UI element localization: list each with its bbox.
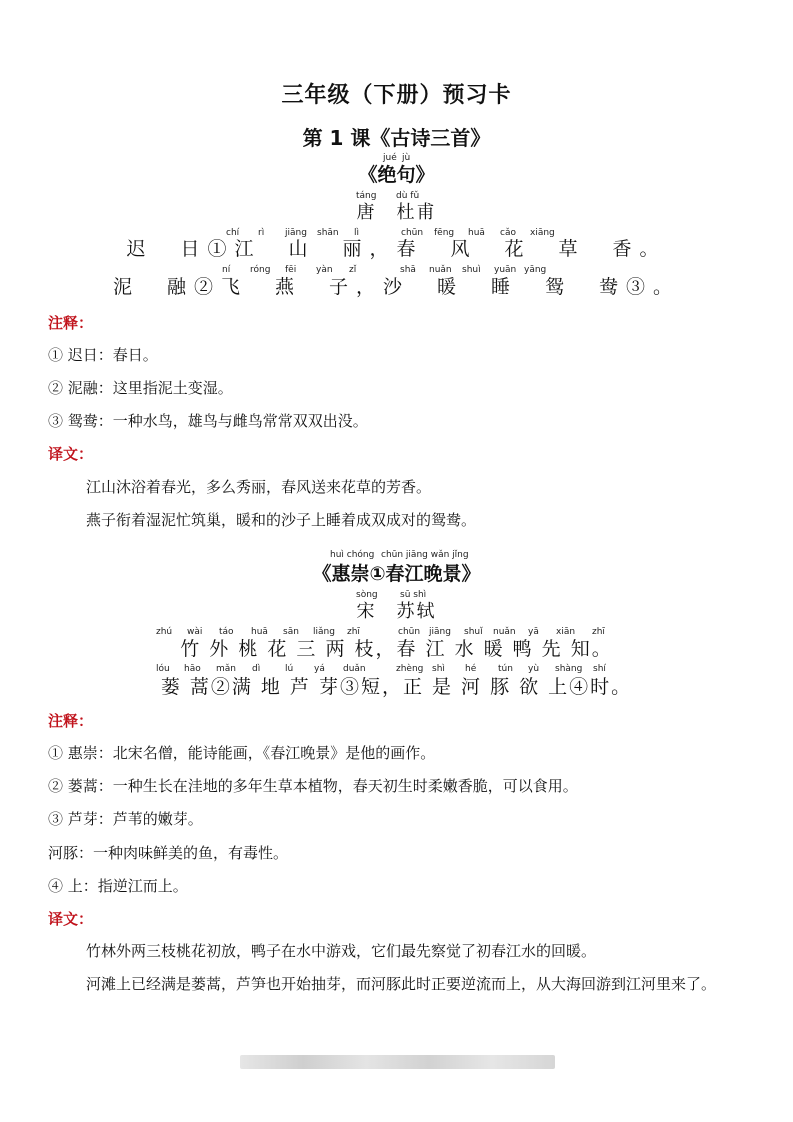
poem2-author: 宋 苏轼 — [356, 601, 437, 622]
p2line1-pinyin: wài — [187, 627, 203, 637]
p2line1-pinyin: shuǐ — [464, 627, 483, 637]
poem1-line2: 泥 融②飞 燕 子，沙 暖 睡 鸳 鸯③。 — [112, 276, 680, 298]
p2line1-pinyin: zhú — [156, 627, 173, 637]
p2line1-pinyin: sān — [283, 627, 299, 637]
line2-pinyin: róng — [250, 265, 271, 275]
line1-pinyin: chí — [226, 228, 240, 238]
p2line2-pinyin: lú — [285, 664, 294, 674]
title-pinyin: chūn jiāng wǎn jǐng — [381, 550, 469, 560]
lesson-title: 第 1 课《古诗三首》 — [302, 126, 491, 150]
poem1-author: 唐 杜甫 — [356, 202, 437, 223]
p2line2-pinyin: zhèng — [396, 664, 424, 674]
p2line1-pinyin: nuǎn — [493, 627, 516, 637]
poem2-note: ② 蒌蒿：一种生长在洼地的多年生草本植物，春天初生时柔嫩香脆，可以食用。 — [48, 777, 578, 795]
line2-pinyin: nuǎn — [429, 265, 452, 275]
p2line2-pinyin: tún — [498, 664, 513, 674]
line2-pinyin: shuì — [462, 265, 481, 275]
line1-pinyin: shān — [317, 228, 339, 238]
poem2-notes-label: 注释： — [48, 712, 94, 730]
line2-pinyin: yàn — [316, 265, 333, 275]
poem1-translation: 江山沐浴着春光，多么秀丽，春风送来花草的芳香。 — [86, 478, 432, 496]
line1-pinyin: xiāng — [530, 228, 555, 238]
line2-pinyin: yāng — [524, 265, 547, 275]
poem2-note: ③ 芦芽：芦苇的嫩芽。 — [48, 810, 203, 828]
poem1-line1: 迟 日①江 山 丽，春 风 花 草 香。 — [126, 238, 667, 260]
author-pinyin: sū shì — [400, 590, 427, 600]
p2line1-pinyin: zhī — [347, 627, 360, 637]
p2line1-pinyin: táo — [219, 627, 234, 637]
p2line2-pinyin: hāo — [184, 664, 201, 674]
poem1-translation-label: 译文： — [48, 445, 94, 463]
line2-pinyin: yuān — [494, 265, 517, 275]
line1-pinyin: jiāng — [285, 228, 307, 238]
title-pinyin: jù — [402, 153, 411, 163]
poem2-translation: 河滩上已经满是蒌蒿，芦笋也开始抽芽，而河豚此时正要逆流而上，从大海回游到江河里来了。 — [86, 975, 717, 993]
p2line2-pinyin: yù — [528, 664, 540, 674]
p2line1-pinyin: xiān — [556, 627, 576, 637]
author-pinyin: táng — [356, 191, 377, 201]
title-pinyin: jué — [383, 153, 397, 163]
poem2-line1: 竹 外 桃 花 三 两 枝，春 江 水 暖 鸭 先 知。 — [180, 638, 613, 660]
poem2-translation: 竹林外两三枝桃花初放，鸭子在水中游戏，它们最先察觉了初春江水的回暖。 — [86, 942, 597, 960]
line2-pinyin: zǐ — [349, 265, 357, 275]
p2line2-pinyin: shì — [432, 664, 445, 674]
p2line2-pinyin: shí — [593, 664, 606, 674]
line1-pinyin: rì — [258, 228, 265, 238]
p2line1-pinyin: huā — [251, 627, 268, 637]
poem1-title: 《绝句》 — [358, 164, 435, 186]
watermark-blur — [240, 1055, 555, 1069]
line1-pinyin: cǎo — [500, 228, 516, 238]
poem1-notes-label: 注释： — [48, 314, 94, 332]
p2line2-pinyin: duǎn — [343, 664, 366, 674]
poem2-line2: 蒌 蒿②满 地 芦 芽③短，正 是 河 豚 欲 上④时。 — [160, 676, 633, 698]
p2line1-pinyin: yā — [528, 627, 539, 637]
p2line2-pinyin: yá — [314, 664, 325, 674]
poem1-note: ③ 鸳鸯：一种水鸟，雄鸟与雌鸟常常双双出没。 — [48, 412, 368, 430]
line1-pinyin: lì — [354, 228, 360, 238]
line2-pinyin: ní — [222, 265, 231, 275]
title-pinyin: huì chóng — [330, 550, 375, 560]
line1-pinyin: huā — [468, 228, 485, 238]
poem2-note: ④ 上：指逆江而上。 — [48, 877, 188, 895]
line2-pinyin: shā — [400, 265, 416, 275]
p2line1-pinyin: liǎng — [313, 627, 335, 637]
poem2-note: ① 惠崇：北宋名僧，能诗能画，《春江晚景》是他的画作。 — [48, 744, 436, 762]
p2line1-pinyin: zhī — [592, 627, 605, 637]
p2line1-pinyin: chūn — [398, 627, 421, 637]
p2line2-pinyin: mǎn — [216, 664, 236, 674]
author-pinyin: dù fǔ — [396, 191, 420, 201]
p2line2-pinyin: dì — [252, 664, 261, 674]
p2line1-pinyin: jiāng — [429, 627, 451, 637]
p2line2-pinyin: lóu — [156, 664, 170, 674]
poem2-translation-label: 译文： — [48, 910, 94, 928]
poem1-translation: 燕子衔着湿泥忙筑巢，暖和的沙子上睡着成双成对的鸳鸯。 — [86, 511, 477, 529]
page-title: 三年级（下册）预习卡 — [281, 83, 512, 108]
poem2-note: 河豚：一种肉味鲜美的鱼，有毒性。 — [48, 844, 289, 862]
author-pinyin: sòng — [356, 590, 378, 600]
poem1-note: ② 泥融：这里指泥土变湿。 — [48, 379, 233, 397]
poem2-title: 《惠崇①春江晚景》 — [312, 563, 481, 585]
poem1-note: ① 迟日：春日。 — [48, 346, 158, 364]
p2line2-pinyin: hé — [465, 664, 477, 674]
line1-pinyin: fēng — [434, 228, 455, 238]
line1-pinyin: chūn — [401, 228, 424, 238]
p2line2-pinyin: shàng — [555, 664, 583, 674]
line2-pinyin: fēi — [285, 265, 297, 275]
